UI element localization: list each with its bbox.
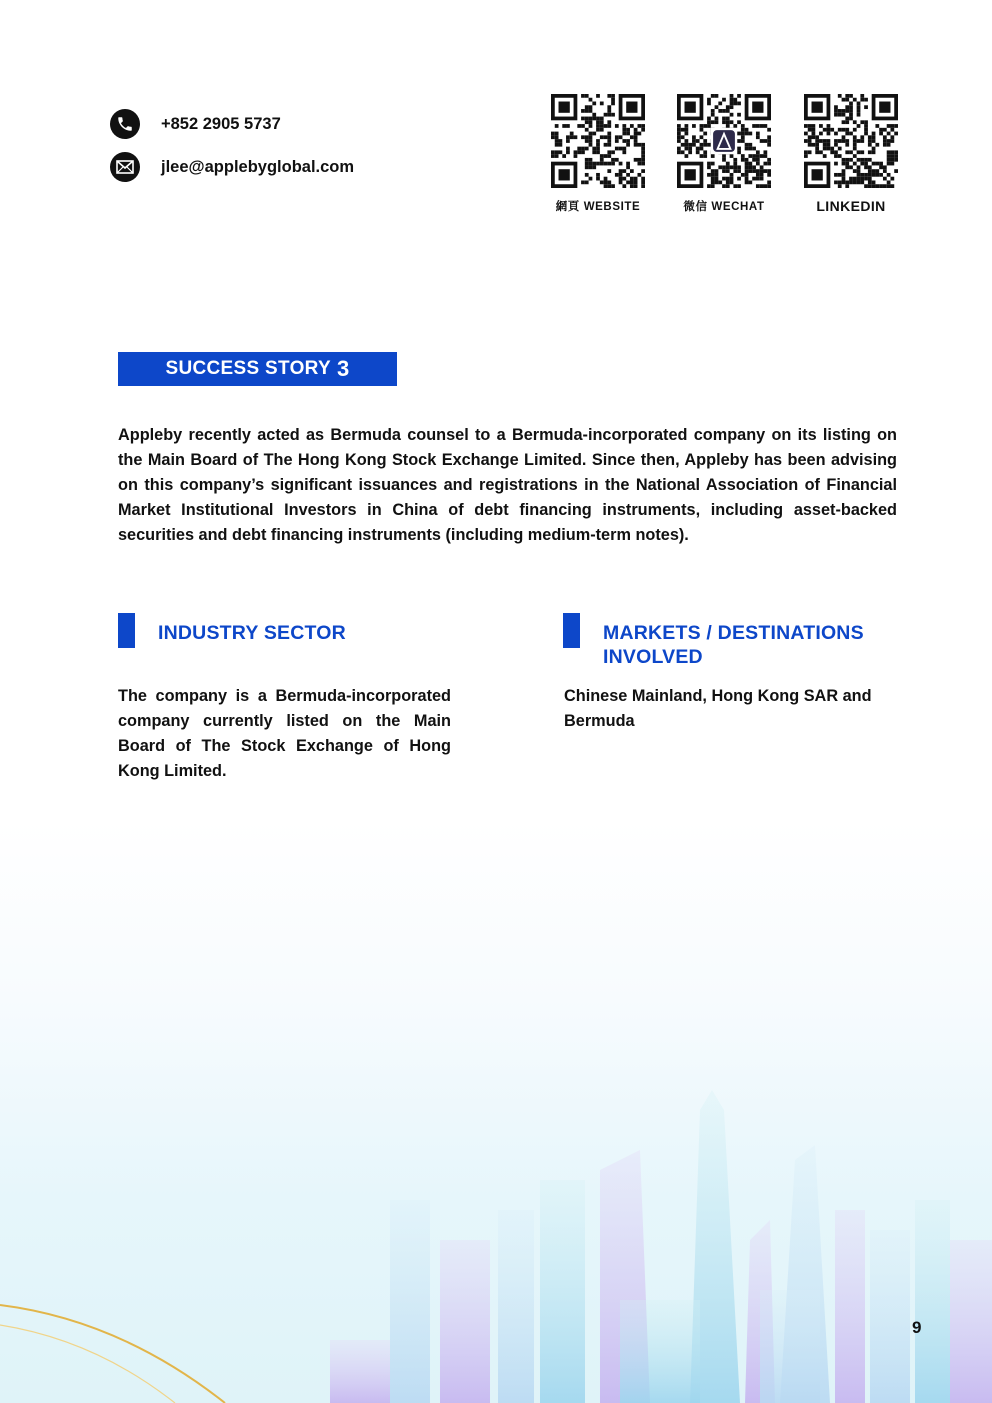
industry-sector-body: The company is a Bermuda-incorporated company currently listed on the Main Board of The Stock Exchange of Hong Kong Limited. [118,687,451,780]
markets-title-line1: MARKETS / DESTINATIONS [603,622,864,644]
markets-title-line2: INVOLVED [603,646,703,668]
phone-icon [110,109,140,139]
qr-website-label: 網頁 WEBSITE [555,201,641,213]
page-number: 9 [912,1318,922,1337]
email-address[interactable]: jlee@applebyglobal.com [161,157,355,176]
success-story-number: 3 [336,356,350,381]
qr-code-icon [804,94,898,188]
qr-code-icon [551,94,645,188]
section-marker [118,613,135,648]
success-story-banner [118,352,397,386]
industry-sector-title: INDUSTRY SECTOR [158,622,346,644]
success-story-heading: SUCCESS STORY [165,358,331,379]
phone-number[interactable]: +852 2905 5737 [161,114,281,133]
qr-website[interactable] [551,94,645,214]
markets-title [603,621,864,669]
city-skyline-illustration [0,1090,992,1403]
qr-linkedin-label: LINKEDIN [816,198,886,214]
qr-wechat[interactable] [677,94,771,214]
success-story-body: Appleby recently acted as Bermuda counsel to a Bermuda-incorporated company on its listing on the Main Board of The Hong Kong Stock Exchange Limited. Since then, Appleby has been advising on this company’s significant issuances and registrations in the National Association of Financial Market Institutional Investors in China of debt financing instruments, including asset-backed securities and debt financing instruments (including medium-term notes). [118,426,897,544]
contact-email [110,152,354,182]
mail-icon [110,152,140,182]
contact-phone [110,109,281,139]
qr-code-icon [677,94,771,188]
markets-body: Chinese Mainland, Hong Kong SAR and Bermuda [564,687,872,730]
qr-wechat-label: 微信 WECHAT [683,201,765,213]
qr-linkedin[interactable] [804,94,898,214]
section-marker [563,613,580,648]
